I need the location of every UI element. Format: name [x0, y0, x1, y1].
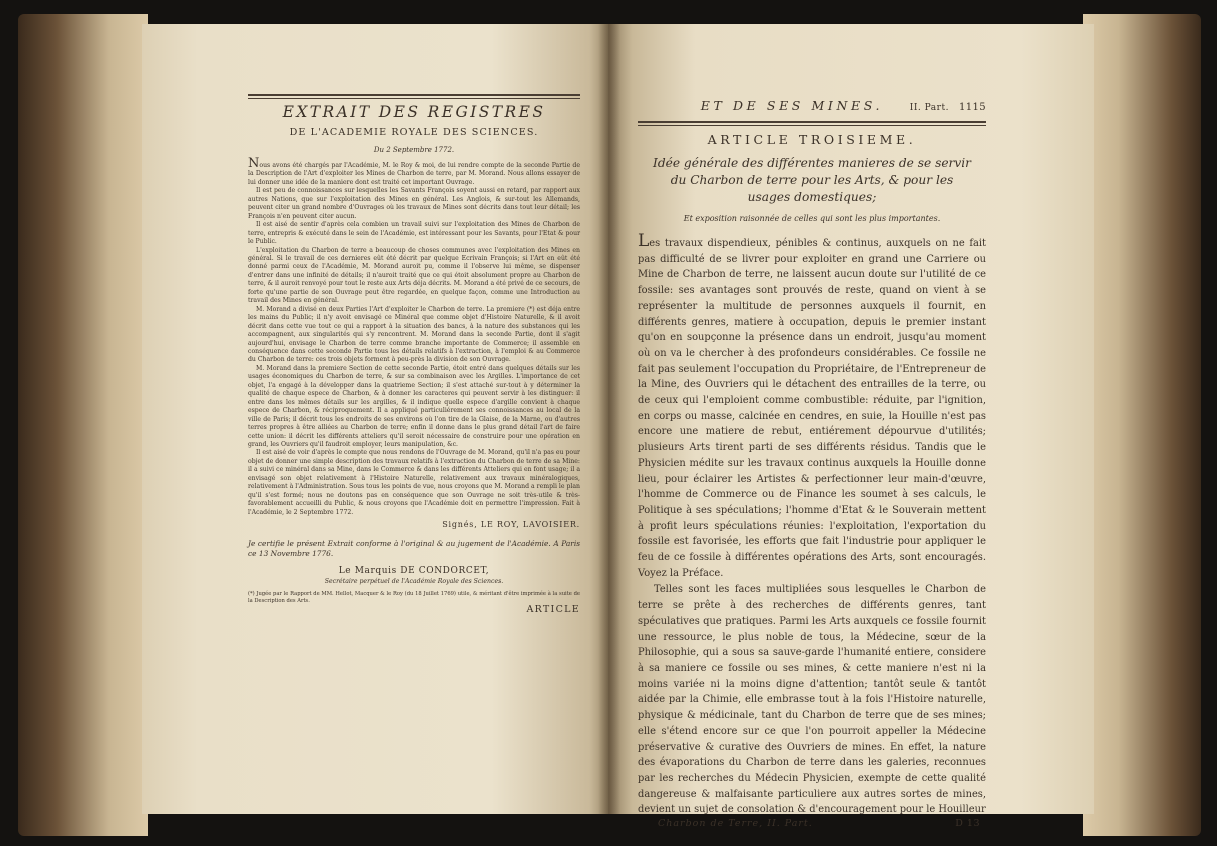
book-gutter [598, 24, 620, 814]
dropcap: L [638, 231, 650, 251]
catchword: ARTICLE [526, 604, 580, 616]
paragraph: Telles sont les faces multipliées sous lesquelles le Charbon de terre se prête à des recherches de différents genres, tant spéculatives que pratiques. Parmi les Arts auxquels ce fossile fournit une ressource, le plus noble de tous, la Médecine, sœur de la Philosophie, qui a sous sa sauve-garde l'humanité entiere, considere à sa maniere ce fossile ou ses mines, & cette maniere n'est ni la moins variée ni la moins digne d'attention; tantôt seule & tantôt aidée par la Chimie, elle embrasse tout à la fois l'Histoire naturelle, physique & médicinale, tant du Charbon de terre que de ses mines; elle s'étend encore sur ce que l'on pourroit appeller la Médecine préservative & curative des Ouvriers de mines. En effet, la nature des évaporations du Charbon de terre dans les galeries, reconnues par les recherches du Médecin Physicien, exempte de cette qualité dangereuse & malfaisante particuliere aux autres sortes de mines, devient un sujet de consolation & d'encouragement pour le Houilleur [638, 584, 986, 816]
report-date: Du 2 Septembre 1772. [373, 146, 455, 154]
paragraph: L'exploitation du Charbon de terre a beaucoup de choses communes avec l'exploitation des Mines en général. Si le travail de ces dernieres eût été décrit par quelque Ecrivain François; si l'Art en eût été donné parmi ceux de l'Académie, M. Morand auroit pu, comme il l'observe lui même, se dispenser d'entrer dans une infinité de détails; il n'auroit traité que ce qui étoit absolument propre au Charbon de terre, & il auroit renvoyé pour tout le reste aux Arts déja décrits. M. Morand a été privé de ce secours, de forte qu'une partie de son Ouvrage peut être regardée, en quelque façon, comme une Introduction au travail des Mines en général. [248, 246, 580, 305]
secretary-title: Secrétaire perpétuel de l'Académie Royale des Sciences. [324, 578, 504, 586]
footer-gathering: D 13 [955, 818, 980, 830]
header-rule [248, 94, 580, 96]
exposition-line: Et exposition raisonnée de celles qui sont les plus importantes. [683, 214, 941, 223]
article-subtitle: Idée générale des différentes manieres de se servir du Charbon de terre pour les Arts, & pour les usages domestiques; [653, 156, 971, 204]
book-edge-right [1083, 14, 1201, 836]
right-body-text [638, 231, 986, 818]
right-page [608, 24, 1094, 830]
running-title: ET DE SES MINES. [700, 98, 884, 113]
paragraph: M. Morand a divisé en deux Parties l'Art d'exploiter le Charbon de terre. La premiere (*) est déja entre les mains du Public; il n'y avoit envisagé ce Minéral que comme objet d'Histoire Naturelle, & il avoit décrit dans cette vue tout ce qui a rapport à la situation des bancs, à la nature des substances qui les accompagnent, aux singularités qui s'y rencontrent. M. Morand dans la seconde Partie, dont il s'agit aujourd'hui, envisage le Charbon de terre comme branche importante de Commerce; il assemble en conséquence dans cette seconde Partie tous les détails relatifs à l'extraction, à l'emploi & au Commerce du Charbon de terre: ces trois objets forment à peu-près la division de son Ouvrage. [248, 305, 580, 364]
signatures: Signés, LE ROY, LAVOISIER. [442, 520, 580, 530]
running-head [638, 98, 986, 113]
condorcet-name: Le Marquis DE CONDORCET, [338, 566, 490, 577]
header-rule [638, 121, 986, 123]
running-part: II. Part. [909, 103, 949, 113]
page-footer [638, 818, 986, 829]
left-body-text [248, 156, 580, 517]
article-title: ARTICLE TROISIEME. [707, 132, 917, 147]
certification: Je certifie le présent Extrait conforme à l'original & au jugement de l'Académie. A Paris ce 13 Novembre 1776. [248, 539, 580, 558]
paragraph: Il est aisé de voir d'après le compte que nous rendons de l'Ouvrage de M. Morand, qu'il n'a pas eu pour objet de donner une simple description des travaux relatifs à l'extraction du Charbon de terre de sa Mine: il a suivi ce minéral dans sa Mine, dans le Commerce & dans les différents Atteliers qui en font usage; il a envisagé son objet relativement à l'Histoire Naturelle, relativement aux travaux minéralogiques, relativement à l'Administration. Sous tous les points de vue, nous croyons que M. Morand a rempli le plan qu'il s'est formé; nous ne doutons pas en conséquence que son Ouvrage ne soit très-utile & très-favorablement accueilli du Public, & nous croyons que l'Académie doit en permettre l'impression. Fait à l'Académie, le 2 Septembre 1772. [248, 449, 580, 516]
footer-signature: Charbon de Terre, II. Part. [658, 818, 813, 830]
registry-title: EXTRAIT DES REGISTRES [282, 103, 546, 121]
header-rule-thin [638, 125, 986, 126]
dropcap: N [248, 156, 260, 171]
page-number: 1115 [958, 102, 986, 113]
paragraph: Nous avons été chargés par l'Académie, M. le Roy & moi, de lui rendre compte de la seconde Partie de la Description de l'Art d'exploiter les Mines de Charbon de terre, par M. Morand. Nous allons essayer de lui donner une idée de la maniere dont est traité cet important Ouvrage. [248, 156, 580, 186]
academy-subtitle: DE L'ACADEMIE ROYALE DES SCIENCES. [289, 127, 539, 138]
header-rule-thin [248, 98, 580, 99]
footnote: (*) Jugée par le Rapport de MM. Hellot, Macquer & le Roy (du 18 Juillet 1769) utile, & méritant d'être imprimée à la suite de la Description des Arts. [248, 591, 580, 604]
paragraph: M. Morand dans la premiere Section de cette seconde Partie, étoit entré dans quelques détails sur les usages économiques du Charbon de terre, & sur sa combinaison avec les Argilles. L'importance de cet objet, l'a engagé à la développer dans la quatrieme Section; il s'est attaché sur-tout à y déterminer la qualité de chaque espece de Charbon, & à donner les caracteres qui peuvent servir à les distinguer: il entre dans les mêmes détails sur les argilles, & il indique quelle espece d'argille convient à chaque espece de Charbon, & réciproquement. Il a appliqué particuliérement ses connoissances au local de la ville de Paris; il décrit tous les endroits de ses environs où l'on tire de la Glaise, de la Marne, ou d'autres terres propres à être alliées au Charbon de terre; enfin il donne dans le plus grand détail l'art de faire cette union: il décrit les différents atteliers qu'il seroit nécessaire de construire pour une opération en grand, les Ouvriers qu'il faudroit employer, leurs manipulation, &c. [248, 364, 580, 448]
paragraph: Les travaux dispendieux, pénibles & continus, auxquels on ne fait pas difficulté de se livrer pour exploiter en grand une Carriere ou Mine de Charbon de terre, ne laissent aucun doute sur l'utilité de ce fossile: ses avantages sont prouvés de reste, quand on vient à se représenter la multitude de personnes auxquels il fournit, en différents genres, matiere à occupation, depuis le premier instant qu'on en soupçonne la présence dans un endroit, jusqu'au moment où on va le chercher à des profondeurs considérables. Ce fossile ne fait pas seulement l'occupation du Propriétaire, de l'Entrepreneur de la Mine, des Ouvriers qui le détachent des entrailles de la terre, ou de ceux qui l'emploient comme combustible: réduite, par l'ignition, en corps ou masse, calcinée en cendres, en suie, la Houille n'est pas encore une matiere de rebut, entiérement dépourvue d'utilités; plusieurs Arts tirent parti de ses différents résidus. Tandis que le Physicien médite sur les travaux continus auxquels la Houille donne lieu, pour éclairer les Artistes & perfectionner leur main-d'œuvre, l'homme de Commerce ou de Finance les soumet à ses calculs, le Politique à ses spéculations; l'homme d'Etat & le Souverain mettent à profit leurs spéculations réunies: l'exploitation, l'exportation du fossile est favorisée, les efforts que fait l'industrie pour appliquer le feu de ce fossile à différentes opérations des Arts, sont encouragés. Voyez la Préface. [638, 231, 986, 579]
paragraph: Il est aisé de sentir d'après cela combien un travail suivi sur l'exploitation des Mines de Charbon de terre, entrepris & exécuté dans le sein de l'Académie, est intéressant pour les Savants, pour l'Etat & pour le Public. [248, 221, 580, 246]
book-edge-left [18, 14, 148, 836]
left-page [142, 24, 608, 814]
paragraph: Il est peu de connoissances sur lesquelles les Savants François soyent aussi en retard, par rapport aux autres Nations, que sur l'exploitation des Mines en général. Les Anglois, & sur-tout les Allemands, peuvent citer un grand nombre d'Ouvrages où les travaux de Mines sont décrits dans tout leur détail; les François n'en peuvent citer aucun. [248, 187, 580, 220]
